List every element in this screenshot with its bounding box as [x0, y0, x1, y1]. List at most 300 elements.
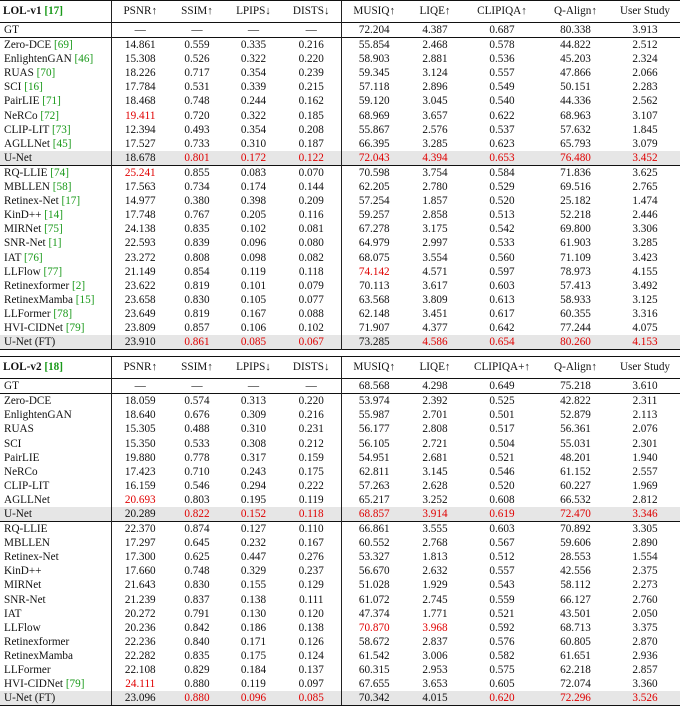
value-cell: 1.845 — [632, 123, 658, 136]
method-name: U-Net — [4, 151, 32, 164]
column-header: CLIPIQA+↑ — [473, 361, 531, 374]
column-header: LPIPS↓ — [236, 361, 271, 374]
value-cell: 71.836 — [541, 165, 610, 180]
value-cell: 65.793 — [560, 137, 591, 150]
method-name: HVI-CIDNet — [4, 678, 64, 691]
method-name: Retinex-Net — [4, 551, 59, 564]
value-cell: 0.829 — [184, 664, 210, 677]
column-header: Q-Align↑ — [541, 1, 610, 23]
method-cell — [0, 123, 111, 137]
value-cell: 0.172 — [225, 151, 282, 166]
method-name: MIRNet — [4, 579, 42, 592]
section-title-text: LOL-v2 — [3, 361, 42, 374]
method-cite: [46] — [74, 53, 94, 66]
value-cell: 0.447 — [240, 551, 267, 564]
column-header: LIQE↑ — [419, 361, 451, 374]
value-cell: 2.512 — [610, 38, 680, 53]
method-cite: [76] — [24, 251, 43, 264]
value-cell: 0.605 — [489, 678, 515, 691]
method-cell — [0, 691, 111, 706]
value-cell: 2.113 — [632, 409, 658, 422]
value-cell: 0.138 — [298, 621, 324, 634]
value-cell: 0.144 — [298, 181, 324, 194]
value-cell: 0.734 — [184, 181, 210, 194]
method-name: SCI — [4, 437, 22, 450]
value-cell: 0.085 — [225, 335, 282, 350]
value-cell: 68.969 — [341, 109, 407, 123]
table-row — [0, 593, 680, 607]
table-row — [0, 293, 680, 307]
value-cell: 75.218 — [541, 379, 610, 394]
value-cell: 56.105 — [341, 437, 407, 451]
value-cell: 4.155 — [632, 265, 658, 278]
table-row — [0, 621, 680, 635]
value-cell: 0.096 — [225, 691, 282, 706]
value-cell: 58.112 — [560, 579, 591, 592]
method-name: Retinexformer — [4, 279, 70, 292]
value-cell: 0.513 — [489, 209, 515, 222]
value-cell: 57.254 — [341, 194, 407, 208]
value-cell: 0.549 — [489, 81, 515, 94]
method-cell — [0, 251, 111, 265]
method-name: SCI — [4, 81, 22, 94]
value-cell: 0.687 — [463, 23, 541, 38]
method-cell — [0, 479, 111, 493]
value-cell: 55.987 — [341, 408, 407, 422]
value-cell: 0.576 — [489, 635, 515, 648]
value-cell: 4.298 — [407, 379, 463, 394]
value-cell: 72.204 — [341, 23, 407, 38]
section-title — [0, 1, 111, 23]
value-cell: 57.118 — [341, 80, 407, 94]
value-cell: 0.748 — [184, 565, 210, 578]
value-cell: 57.263 — [341, 479, 407, 493]
value-cell: — — [111, 379, 169, 394]
value-cell: 2.468 — [407, 38, 463, 53]
table-row — [0, 578, 680, 592]
value-cell: 0.653 — [463, 151, 541, 166]
method-cite: [73] — [51, 123, 71, 136]
table-row — [0, 465, 680, 479]
value-cell: 0.529 — [489, 181, 515, 194]
table-row — [0, 564, 680, 578]
value-cell: 64.979 — [341, 236, 407, 250]
value-cell: 2.765 — [632, 181, 658, 194]
value-cell: 0.603 — [463, 522, 541, 537]
table-row — [0, 66, 680, 80]
table-row — [0, 38, 680, 53]
value-cell: 0.619 — [463, 507, 541, 522]
method-name: GT — [4, 24, 19, 36]
value-cell: 2.562 — [632, 95, 658, 108]
method-name: Retinex-Net — [4, 195, 59, 208]
method-name: NeRCo — [4, 465, 38, 478]
value-cell: 61.072 — [341, 593, 407, 607]
table-row — [0, 437, 680, 451]
value-cell: 2.375 — [632, 565, 658, 578]
value-cell: 78.973 — [560, 265, 591, 278]
value-cell: 47.374 — [341, 607, 407, 621]
section-separator — [0, 350, 680, 357]
value-cell: 16.159 — [111, 479, 169, 493]
value-cell: 0.380 — [184, 195, 210, 208]
value-cell: 71.109 — [560, 251, 591, 264]
method-cell — [0, 109, 111, 123]
value-cell: 2.953 — [422, 664, 448, 677]
value-cell: 1.474 — [632, 195, 658, 208]
value-cell: 0.861 — [169, 335, 225, 350]
method-cell — [0, 522, 111, 537]
value-cell: 3.809 — [422, 293, 448, 306]
value-cell: 0.717 — [184, 67, 210, 80]
value-cell: 0.597 — [489, 265, 515, 278]
table-row — [0, 123, 680, 137]
value-cell: 2.446 — [632, 209, 658, 222]
table-row — [0, 522, 680, 537]
value-cell: 0.120 — [298, 607, 324, 620]
value-cell: 3.360 — [632, 678, 658, 691]
method-cite: [79] — [65, 678, 85, 691]
method-name: U-Net (FT) — [4, 336, 56, 349]
value-cell: 28.553 — [560, 551, 591, 564]
value-cell: 18.468 — [111, 94, 169, 108]
value-cell: 66.127 — [560, 593, 591, 606]
method-name: LLFormer — [4, 307, 51, 320]
method-name: MBLLEN — [4, 537, 50, 550]
value-cell: 0.840 — [184, 635, 210, 648]
value-cell: 3.914 — [407, 507, 463, 522]
value-cell: 68.963 — [560, 109, 591, 122]
value-cell: 68.568 — [341, 379, 407, 394]
value-cell: 0.310 — [240, 423, 267, 436]
value-cell: 12.394 — [111, 123, 169, 137]
section-header-row — [0, 357, 680, 379]
value-cell: — — [282, 23, 341, 38]
value-cell: 0.837 — [184, 593, 210, 606]
value-cell: 3.913 — [610, 23, 680, 38]
column-header: User Study — [610, 1, 680, 23]
value-cell: 0.354 — [240, 67, 267, 80]
value-cell: 0.111 — [299, 593, 324, 606]
value-cell: 59.257 — [341, 208, 407, 222]
table-row — [0, 550, 680, 564]
value-cell: 70.870 — [341, 621, 407, 635]
value-cell: 73.285 — [341, 335, 407, 350]
value-cell: 0.521 — [489, 607, 515, 620]
value-cell: 2.557 — [632, 465, 658, 478]
results-table-body — [0, 1, 680, 706]
value-cell: 0.209 — [298, 195, 324, 208]
method-cell — [0, 137, 111, 151]
value-cell: 0.174 — [240, 181, 267, 194]
method-cite: [71] — [42, 95, 61, 108]
method-name: RetinexMamba — [4, 649, 73, 662]
value-cell: 0.122 — [282, 151, 341, 166]
value-cell: 4.387 — [407, 23, 463, 38]
value-cell: 0.167 — [240, 307, 267, 320]
value-cell: 2.301 — [632, 437, 658, 450]
value-cell: 60.355 — [560, 307, 591, 320]
value-cell: 45.203 — [560, 53, 591, 66]
value-cell: 21.239 — [111, 593, 169, 607]
value-cell: 17.297 — [111, 536, 169, 550]
value-cell: 0.710 — [184, 465, 210, 478]
section-header-row — [0, 1, 680, 23]
value-cell: 15.308 — [111, 52, 169, 66]
value-cell: 0.835 — [184, 223, 210, 236]
method-cite: [58] — [52, 181, 72, 194]
value-cell: 0.398 — [240, 195, 267, 208]
method-name: LLFlow — [4, 621, 41, 634]
value-cell: 2.997 — [422, 237, 448, 250]
value-cell: 0.531 — [184, 81, 210, 94]
value-cell: 68.857 — [341, 507, 407, 522]
value-cell: 3.610 — [610, 379, 680, 394]
value-cell: 0.819 — [184, 279, 210, 292]
value-cell: 0.155 — [240, 579, 267, 592]
value-cell: 0.232 — [240, 537, 267, 550]
method-name: RQ-LLIE — [4, 166, 48, 179]
value-cell: 0.322 — [240, 109, 267, 122]
value-cell: 1.969 — [632, 479, 658, 492]
value-cell: 3.079 — [632, 137, 658, 150]
value-cell: 3.452 — [610, 151, 680, 166]
value-cell: 23.096 — [111, 691, 169, 706]
value-cell: 59.120 — [341, 94, 407, 108]
value-cell: 23.649 — [111, 307, 169, 321]
value-cell: 0.110 — [282, 522, 341, 537]
value-cell: 3.968 — [422, 621, 448, 634]
value-cell: 0.536 — [489, 53, 515, 66]
value-cell: 47.866 — [560, 67, 591, 80]
value-cell: 60.227 — [560, 479, 591, 492]
value-cell: — — [225, 23, 282, 38]
value-cell: 3.305 — [610, 522, 680, 537]
value-cell: 3.653 — [422, 678, 448, 691]
value-cell: 0.567 — [489, 537, 515, 550]
value-cell: 62.148 — [341, 307, 407, 321]
method-cite: [16] — [24, 81, 43, 94]
value-cell: 72.470 — [541, 507, 610, 522]
value-cell: 0.854 — [184, 265, 210, 278]
value-cell: 0.082 — [298, 251, 324, 264]
table-row — [0, 321, 680, 335]
method-name: RetinexMamba — [4, 293, 73, 306]
value-cell: 20.272 — [111, 607, 169, 621]
value-cell: 0.676 — [184, 409, 210, 422]
value-cell: 0.819 — [184, 307, 210, 320]
table-row — [0, 165, 680, 180]
value-cell: 43.501 — [560, 607, 591, 620]
table-row — [0, 251, 680, 265]
value-cell: 61.903 — [560, 237, 591, 250]
ours-row — [0, 151, 680, 166]
method-name: U-Net — [4, 508, 32, 520]
table-row — [0, 649, 680, 663]
value-cell: 56.361 — [560, 423, 591, 436]
value-cell: 76.480 — [541, 151, 610, 166]
method-name: AGLLNet — [4, 137, 50, 150]
value-cell: 0.592 — [489, 621, 515, 634]
value-cell: 57.632 — [560, 123, 591, 136]
method-cell — [0, 550, 111, 564]
value-cell: 0.205 — [240, 209, 267, 222]
value-cell: 66.395 — [341, 137, 407, 151]
value-cell: — — [225, 379, 282, 394]
value-cell: 0.119 — [298, 493, 324, 506]
value-cell: 70.113 — [341, 279, 407, 293]
value-cell: 0.557 — [489, 565, 515, 578]
value-cell: 0.231 — [298, 423, 324, 436]
method-name: EnlightenGAN — [4, 409, 72, 422]
value-cell: 17.748 — [111, 208, 169, 222]
table-row — [0, 208, 680, 222]
value-cell: 0.317 — [240, 451, 267, 464]
value-cell: 0.559 — [169, 38, 225, 53]
column-header: DISTS↓ — [282, 1, 341, 23]
value-cell: 3.125 — [632, 293, 658, 306]
value-cell: 0.803 — [184, 493, 210, 506]
method-cell — [0, 649, 111, 663]
method-cell — [0, 335, 111, 350]
value-cell: 17.527 — [111, 137, 169, 151]
value-cell: 22.236 — [111, 635, 169, 649]
method-cell — [0, 437, 111, 451]
table-row — [0, 422, 680, 436]
method-name: CLIP-LIT — [4, 479, 50, 492]
value-cell: 55.867 — [341, 123, 407, 137]
value-cell: 17.784 — [111, 80, 169, 94]
value-cell: 23.809 — [111, 321, 169, 335]
value-cell: 60.805 — [560, 635, 591, 648]
value-cell: 0.097 — [298, 678, 324, 691]
value-cell: 0.808 — [184, 251, 210, 264]
method-name: KinD++ — [4, 209, 42, 222]
value-cell: 48.201 — [560, 451, 591, 464]
value-cell: 23.910 — [111, 335, 169, 350]
value-cell: 60.552 — [341, 536, 407, 550]
value-cell: 66.532 — [560, 493, 591, 506]
method-cell — [0, 94, 111, 108]
column-header: DISTS↓ — [292, 361, 330, 374]
value-cell: 69.516 — [560, 181, 591, 194]
value-cell: 0.733 — [184, 137, 210, 150]
value-cell: 0.105 — [240, 293, 267, 306]
value-cell: 56.177 — [341, 422, 407, 436]
value-cell: 2.050 — [632, 607, 658, 620]
value-cell: 0.118 — [282, 507, 341, 522]
column-header: PSNR↑ — [111, 1, 169, 23]
value-cell: 0.126 — [298, 635, 324, 648]
value-cell: 0.175 — [240, 649, 267, 662]
value-cell: 0.070 — [282, 165, 341, 180]
value-cell: 77.244 — [560, 321, 591, 334]
value-cell: 3.252 — [422, 493, 448, 506]
column-header: PSNR↑ — [111, 357, 169, 379]
value-cell: 0.835 — [184, 649, 210, 662]
value-cell: 2.808 — [422, 423, 448, 436]
column-header: CLIPIQA↑ — [463, 1, 541, 23]
value-cell: 0.880 — [184, 678, 210, 691]
method-name: NeRCo — [4, 109, 38, 122]
table-row — [0, 265, 680, 279]
method-cell — [0, 635, 111, 649]
method-cell — [0, 578, 111, 592]
method-name: KinD++ — [4, 565, 42, 578]
value-cell: 0.167 — [298, 537, 324, 550]
value-cell: 72.043 — [341, 151, 407, 166]
value-cell: 18.640 — [111, 408, 169, 422]
value-cell: 15.350 — [111, 437, 169, 451]
value-cell: 0.582 — [489, 649, 515, 662]
method-cite: [1] — [48, 237, 62, 250]
value-cell: — — [111, 23, 169, 38]
value-cell: 0.557 — [489, 67, 515, 80]
value-cell: 0.127 — [225, 522, 282, 537]
column-header: MUSIQ↑ — [341, 1, 407, 23]
value-cell: 25.182 — [560, 195, 591, 208]
value-cell: 59.345 — [341, 66, 407, 80]
value-cell: 2.837 — [422, 635, 448, 648]
value-cell: 72.074 — [560, 678, 591, 691]
value-cell: 70.598 — [341, 165, 407, 180]
method-cell — [0, 394, 111, 409]
value-cell: 70.342 — [341, 691, 407, 706]
table-row — [0, 109, 680, 123]
method-cell — [0, 408, 111, 422]
table-row — [0, 137, 680, 151]
method-name: IAT — [4, 251, 22, 264]
value-cell: 0.137 — [298, 664, 324, 677]
value-cell: 58.672 — [341, 635, 407, 649]
method-cell — [0, 593, 111, 607]
value-cell: 56.670 — [341, 564, 407, 578]
value-cell: 2.311 — [610, 394, 680, 409]
table-row — [0, 307, 680, 321]
value-cell: 3.045 — [422, 95, 448, 108]
value-cell: 17.423 — [111, 465, 169, 479]
method-cell — [0, 493, 111, 507]
value-cell: 0.216 — [298, 409, 324, 422]
value-cell: 71.907 — [341, 321, 407, 335]
value-cell: 3.124 — [422, 67, 448, 80]
value-cell: 2.392 — [407, 394, 463, 409]
value-cell: 3.175 — [422, 223, 448, 236]
value-cell: 3.346 — [610, 507, 680, 522]
value-cell: 18.226 — [111, 66, 169, 80]
value-cell: 0.560 — [489, 251, 515, 264]
column-header: LPIPS↓ — [225, 1, 282, 23]
value-cell: 0.493 — [184, 123, 210, 136]
value-cell: 0.159 — [298, 451, 324, 464]
method-name: PairLIE — [4, 95, 40, 108]
value-cell: 3.107 — [632, 109, 658, 122]
value-cell: 2.681 — [422, 451, 448, 464]
value-cell: 0.339 — [240, 81, 267, 94]
value-cell: 0.294 — [240, 479, 267, 492]
table-row — [0, 279, 680, 293]
value-cell: 0.830 — [184, 293, 210, 306]
value-cell: 18.059 — [111, 394, 169, 409]
value-cell: 24.111 — [111, 677, 169, 691]
value-cell: 0.119 — [241, 678, 266, 691]
value-cell: 4.377 — [422, 321, 448, 334]
value-cell: 0.622 — [489, 109, 515, 122]
value-cell: 15.305 — [111, 422, 169, 436]
value-cell: 0.310 — [240, 137, 267, 150]
value-cell: 0.185 — [298, 109, 324, 122]
value-cell: 0.220 — [282, 394, 341, 409]
